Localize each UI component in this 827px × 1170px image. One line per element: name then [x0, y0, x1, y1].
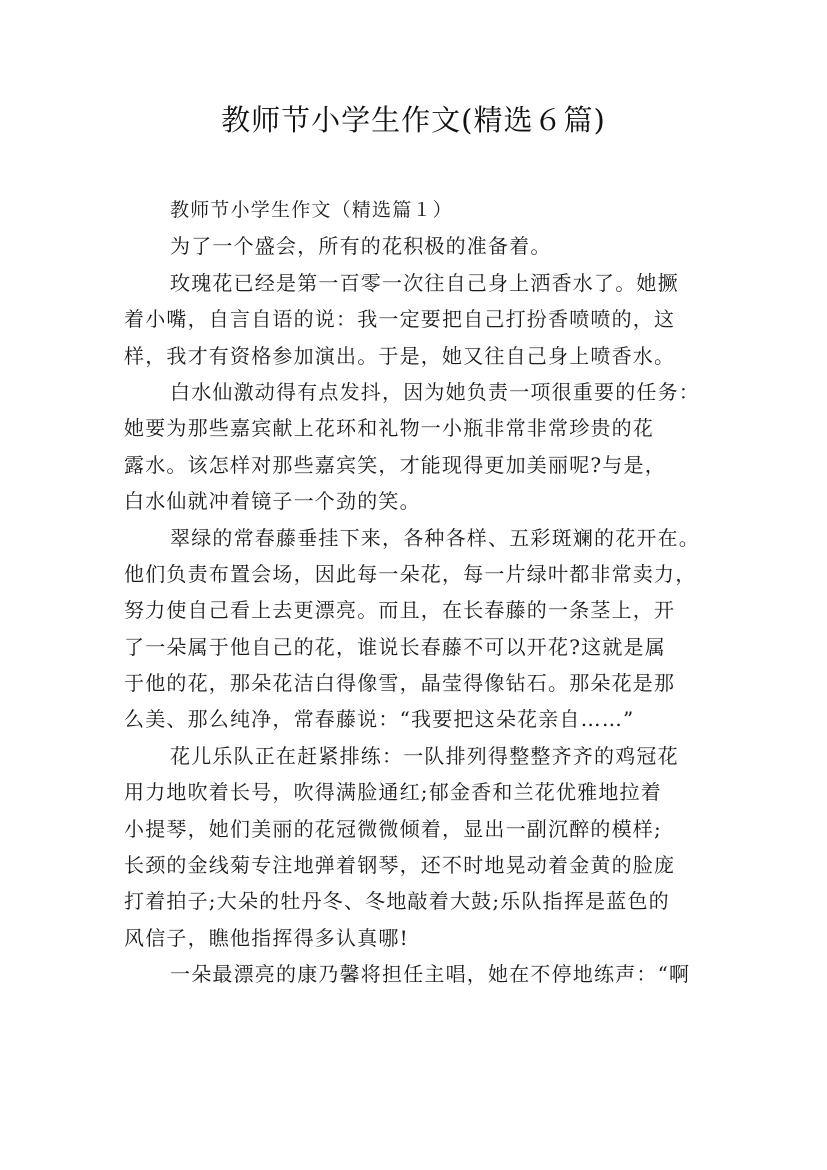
text-line: 么美、那么纯净，常春藤说：“我要把这朵花亲自……” [124, 707, 635, 732]
text-line: 露水。该怎样对那些嘉宾笑，才能现得更加美丽呢?与是， [124, 452, 666, 477]
text-line: 小提琴，她们美丽的花冠微微倾着，显出一副沉醉的模样; [124, 816, 662, 841]
text-line: 白水仙激动得有点发抖，因为她负责一项很重要的任务： [170, 379, 700, 404]
text-line: 用力地吹着长号，吹得满脸通红;郁金香和兰花优雅地拉着 [124, 780, 662, 805]
text-line: 花儿乐队正在赶紧排练：一队排列得整整齐齐的鸡冠花 [170, 743, 679, 768]
text-line: 他们负责布置会场，因此每一朵花，每一片绿叶都非常卖力， [124, 561, 697, 586]
text-line: 努力使自己看上去更漂亮。而且，在长春藤的一条茎上，开 [124, 598, 676, 623]
text-line: 于他的花，那朵花洁白得像雪，晶莹得像钻石。那朵花是那 [124, 671, 676, 696]
text-line: 她要为那些嘉宾献上花环和礼物一小瓶非常非常珍贵的花 [124, 416, 654, 441]
text-line: 风信子，瞧他指挥得多认真哪! [124, 925, 409, 950]
text-line: 为了一个盛会，所有的花积极的准备着。 [170, 234, 552, 259]
text-line: 一朵最漂亮的康乃馨将担任主唱，她在不停地练声：“啊 [170, 962, 691, 987]
text-line: 翠绿的常春藤垂挂下来，各种各样、五彩斑斓的花开在。 [170, 525, 700, 550]
text-line: 长颈的金线菊专注地弹着钢琴，还不时地晃动着金黄的脸庞 [124, 853, 676, 878]
text-line: 白水仙就冲着镜子一个劲的笑。 [124, 489, 421, 514]
text-line: 了一朵属于他自己的花，谁说长春藤不可以开花?这就是属 [124, 634, 666, 659]
document-body [124, 192, 714, 993]
text-line: 玫瑰花已经是第一百零一次往自己身上洒香水了。她撅 [170, 270, 679, 295]
document-title: 教师节小学生作文(精选６篇) [221, 103, 606, 137]
text-line: 着小嘴，自言自语的说：我一定要把自己打扮香喷喷的，这 [124, 307, 676, 332]
text-line: 样，我才有资格参加演出。于是，她又往自己身上喷香水。 [124, 343, 676, 368]
section-heading: 教师节小学生作文（精选篇１） [170, 199, 453, 221]
text-line: 打着拍子;大朵的牡丹冬、冬地敲着大鼓;乐队指挥是蓝色的 [124, 889, 670, 914]
